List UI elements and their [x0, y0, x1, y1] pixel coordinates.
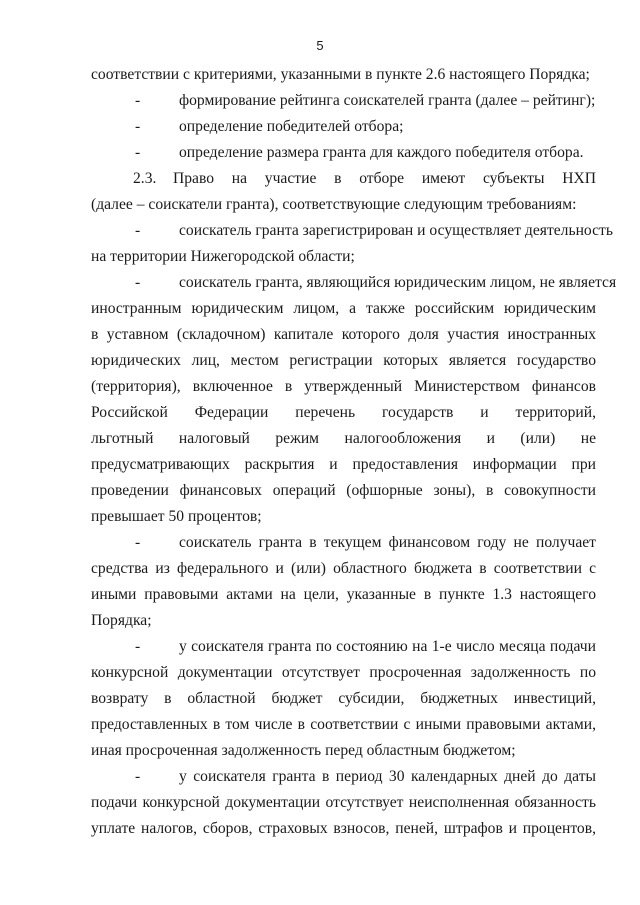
text-line: проведении финансовых операций (офшорные зоны), в совокупности	[91, 482, 596, 499]
text-line: подачи конкурсной документации отсутствует неисполненная обязанность	[91, 794, 596, 811]
list-dash: -	[135, 118, 141, 135]
list-dash: -	[135, 768, 141, 785]
text-line: на территории Нижегородской области;	[91, 248, 355, 265]
list-dash: -	[135, 274, 141, 291]
text-line: Порядка;	[91, 612, 152, 629]
text-line: (далее – соискатели гранта), соответствующие следующим требованиям:	[91, 196, 577, 213]
list-dash: -	[135, 534, 141, 551]
list-dash: -	[135, 144, 141, 161]
list-item	[91, 530, 596, 556]
list-item-text: у соискателя гранта в период 30 календарных дней до даты	[179, 768, 596, 785]
text-line: возврату в областной бюджет субсидии, бюджетных инвестиций,	[91, 690, 596, 707]
list-item	[91, 88, 596, 114]
list-item	[91, 140, 596, 166]
text-line: (территория), включенное в утвержденный Министерством финансов	[91, 378, 596, 395]
list-item-text: соискатель гранта, являющийся юридическим лицом, не является	[179, 274, 617, 291]
text-line: средства из федерального и (или) областного бюджета в соответствии с	[91, 560, 596, 577]
clause-heading	[91, 166, 596, 192]
list-dash: -	[135, 222, 141, 239]
text-line: уплате налогов, сборов, страховых взносов, пеней, штрафов и процентов,	[91, 820, 596, 837]
list-item	[91, 634, 596, 660]
list-item	[91, 114, 596, 140]
list-dash: -	[135, 638, 141, 655]
list-item-text: определение победителей отбора;	[179, 118, 404, 135]
list-dash: -	[135, 92, 141, 109]
text-line: превышает 50 процентов;	[91, 508, 262, 525]
list-item-text: формирование рейтинга соискателей гранта (далее – рейтинг);	[179, 92, 596, 109]
text-line: иностранным юридическим лицом, а также российским юридическим	[91, 300, 596, 317]
list-item	[91, 764, 596, 790]
text-line: Право на участие в отборе имеют субъекты НХП	[173, 170, 596, 187]
list-item-text: соискатель гранта в текущем финансовом году не получает	[179, 534, 596, 551]
text-line: льготный налоговый режим налогообложения и (или) не	[91, 430, 596, 447]
document-body	[91, 62, 617, 842]
text-line: соответствии с критериями, указанными в пункте 2.6 настоящего Порядка;	[91, 66, 590, 83]
list-item-text: соискатель гранта зарегистрирован и осуществляет деятельность	[179, 222, 613, 239]
list-item	[91, 270, 617, 296]
text-line: предоставленных в том числе в соответствии с иными правовыми актами,	[91, 716, 596, 733]
text-line: в уставном (складочном) капитале которого доля участия иностранных	[91, 326, 596, 343]
clause-number: 2.3.	[133, 170, 157, 187]
text-line: иными правовыми актами на цели, указанные в пункте 1.3 настоящего	[91, 586, 596, 603]
list-item-text: у соискателя гранта по состоянию на 1-е число месяца подачи	[179, 638, 596, 655]
text-line: предусматривающих раскрытия и предоставления информации при	[91, 456, 596, 473]
text-line: конкурсной документации отсутствует просроченная задолженность по	[91, 664, 596, 681]
list-item	[91, 218, 613, 244]
text-line: иная просроченная задолженность перед областным бюджетом;	[91, 742, 516, 759]
page-number: 5	[316, 38, 324, 53]
list-item-text: определение размера гранта для каждого победителя отбора.	[179, 144, 584, 161]
text-line: юридических лиц, местом регистрации которых является государство	[91, 352, 596, 369]
text-line: Российской Федерации перечень государств и территорий,	[91, 404, 596, 421]
